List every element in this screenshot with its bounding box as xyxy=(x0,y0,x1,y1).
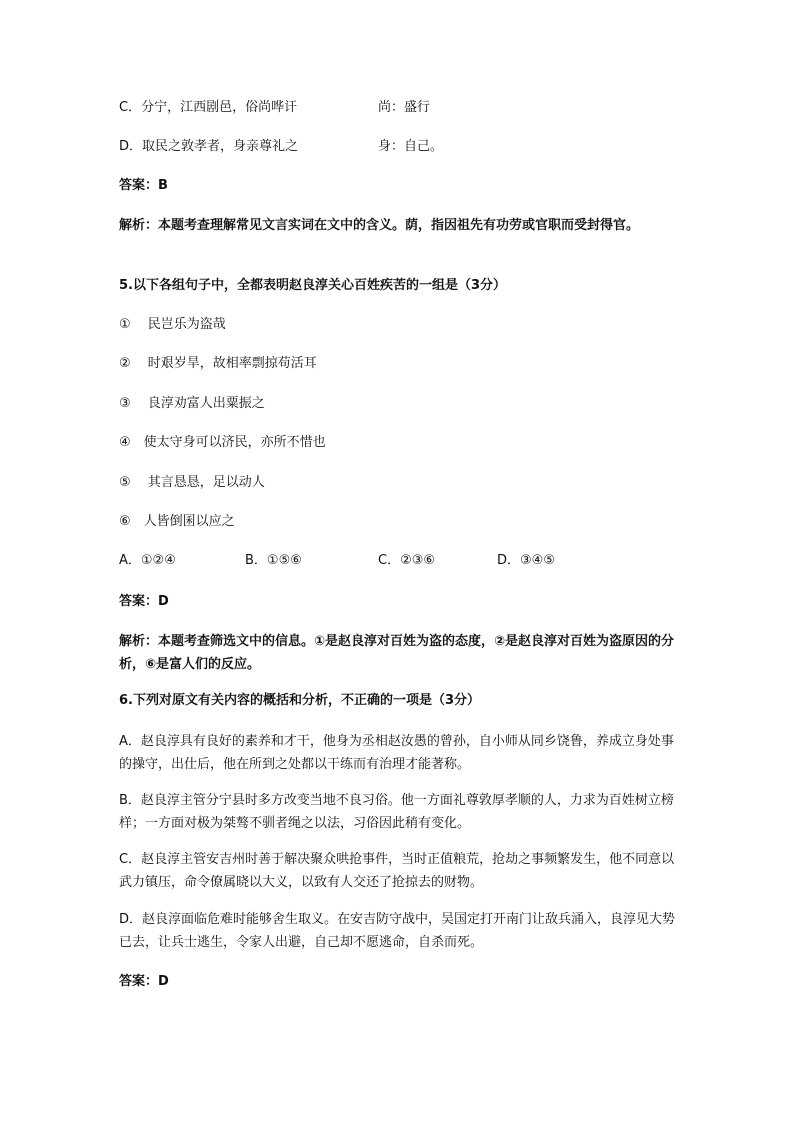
q5-analysis: 解析：本题考查筛选文中的信息。①是赵良淳对百姓为盗的态度，②是赵良淳对百姓为盗原因的分析，⑥是富人们的反应。 xyxy=(119,634,675,672)
q5-answer: 答案：D xyxy=(119,594,169,609)
q4-option-c-note: 尚：盛行 xyxy=(378,100,431,115)
q5-stem: 5.以下各组句子中，全都表明赵良淳关心百姓疾苦的一组是（3分） xyxy=(119,278,507,293)
q5-item-4: ④ 使太守身可以济民，亦所不惜也 xyxy=(119,435,326,450)
q5-choice-c: C．②③⑥ xyxy=(378,553,436,568)
q6-answer: 答案：D xyxy=(119,974,169,989)
q4-option-d-note: 身：自己。 xyxy=(378,139,444,154)
q5-item-2: ② 时艰岁旱，故相率剽掠苟活耳 xyxy=(119,356,317,371)
q4-option-d: D．取民之敦孝者，身亲尊礼之 xyxy=(119,139,299,154)
q5-choice-a: A．①②④ xyxy=(119,553,176,568)
q6-option-d: D．赵良淳面临危难时能够舍生取义。在安吉防守战中，吴国定打开南门让敌兵涌入，良淳见大势已去，让兵士逃生，令家人出避，自己却不愿逃命，自杀而死。 xyxy=(119,912,676,950)
q6-option-c: C．赵良淳主管安吉州时善于解决聚众哄抢事件，当时正值粮荒，抢劫之事频繁发生，他不同意以武力镇压，命令僚属晓以大义，以致有人交还了抢掠去的财物。 xyxy=(119,852,675,890)
q5-item-3: ③ 良淳劝富人出粟振之 xyxy=(119,396,265,411)
q4-option-c: C．分宁，江西剧邑，俗尚哗讦 xyxy=(119,100,298,115)
q5-item-6: ⑥ 人皆倒囷以应之 xyxy=(119,514,235,529)
q4-analysis: 解析：本题考查理解常见文言实词在文中的含义。荫，指因祖先有功劳或官职而受封得官。 xyxy=(119,218,640,233)
q5-choice-b: B．①⑤⑥ xyxy=(245,553,302,568)
q5-item-5: ⑤ 其言恳恳，足以动人 xyxy=(119,475,265,490)
q6-stem: 6.下列对原文有关内容的概括和分析，不正确的一项是（3分） xyxy=(119,693,481,708)
q5-item-1: ① 民岂乐为盗哉 xyxy=(119,317,226,332)
q5-choice-d: D．③④⑤ xyxy=(497,553,555,568)
q4-answer: 答案：B xyxy=(119,178,168,193)
q6-option-b: B．赵良淳主管分宁县时多方改变当地不良习俗。他一方面礼尊敦厚孝顺的人，力求为百姓树立榜样；一方面对极为桀骜不驯者绳之以法，习俗因此稍有变化。 xyxy=(119,793,674,831)
q6-option-a: A．赵良淳具有良好的素养和才干，他身为丞相赵汝愚的曾孙，自小师从同乡饶鲁，养成立身处事的操守，出仕后，他在所到之处都以干练而有治理才能著称。 xyxy=(119,734,674,772)
